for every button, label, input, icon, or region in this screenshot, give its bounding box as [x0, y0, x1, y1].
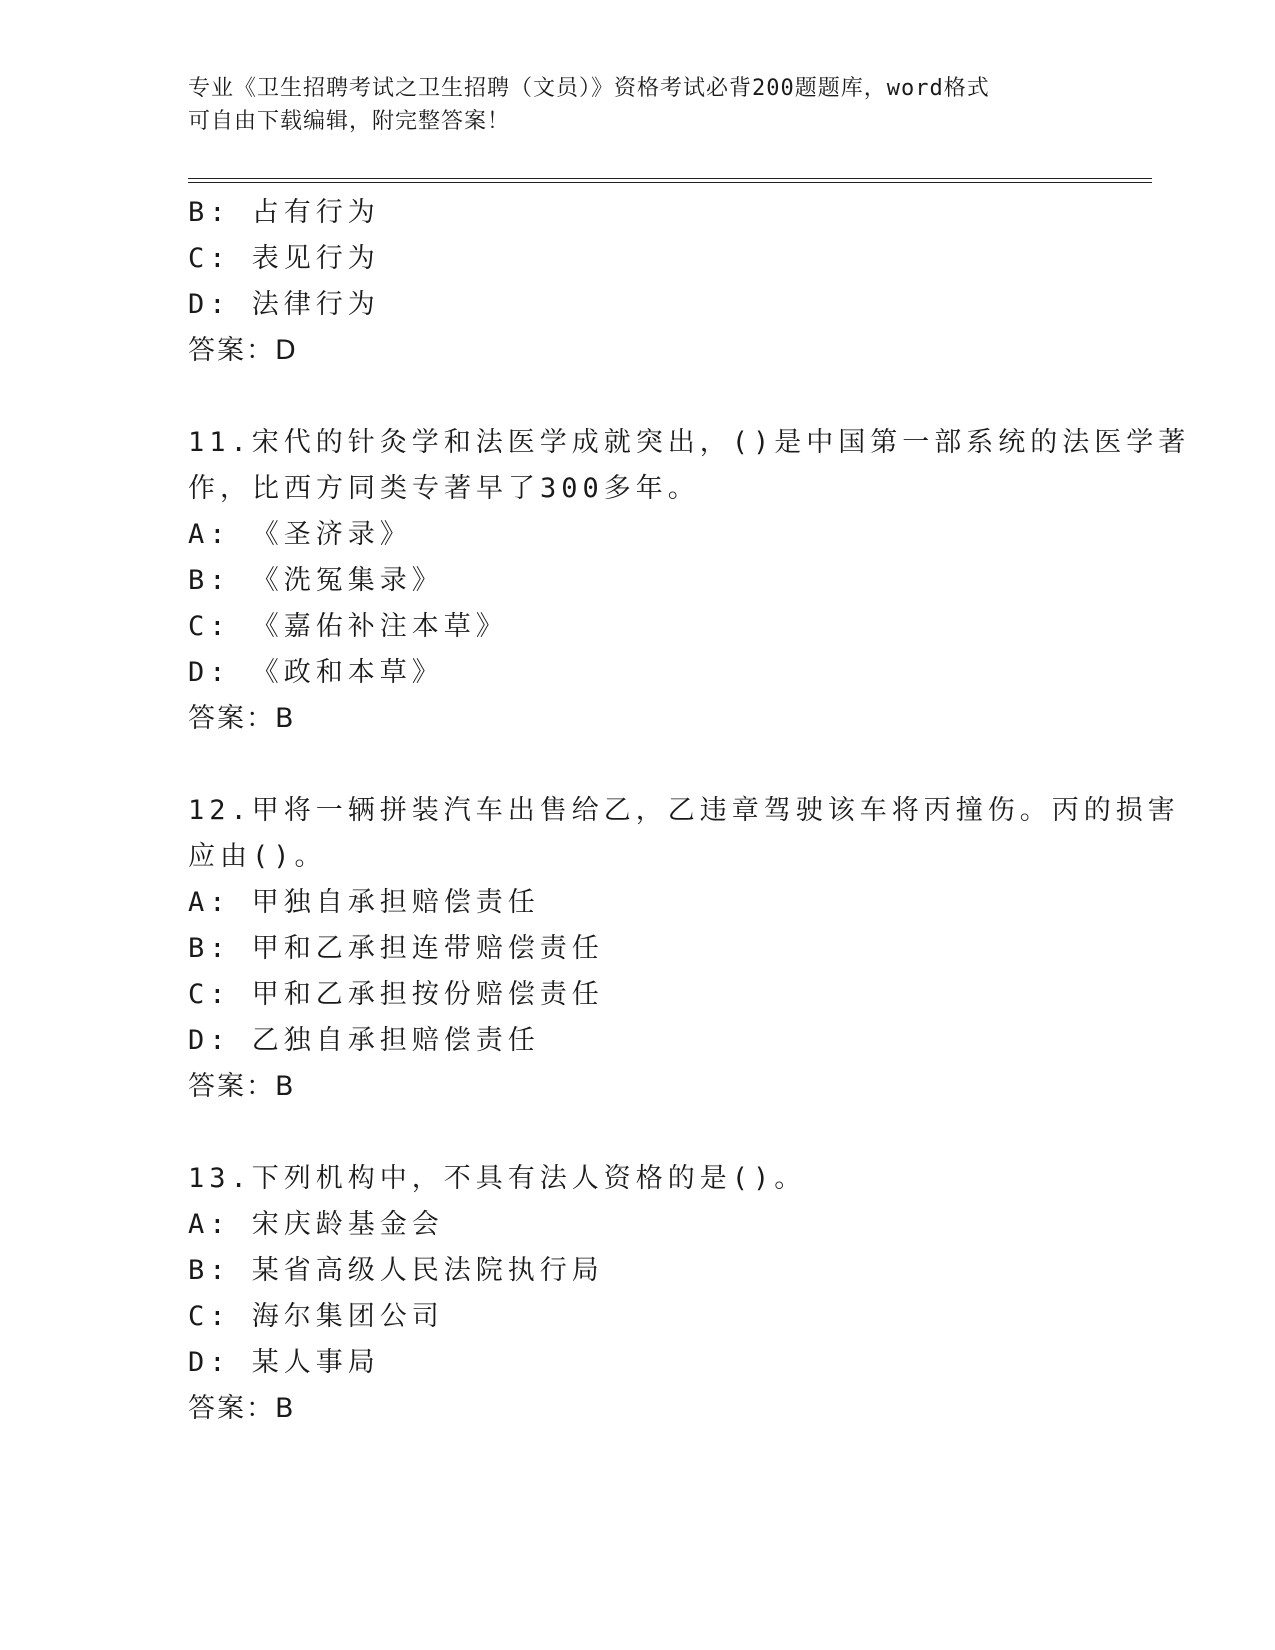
option-b: B: 占有行为: [188, 197, 380, 228]
question-list: [188, 190, 1191, 1432]
document-header: [188, 72, 1088, 138]
question-stem: 12.甲将一辆拼装汽车出售给乙，乙违章驾驶该车将丙撞伤。丙的损害: [188, 795, 1180, 826]
question-stem-cont: 作，比西方同类专著早了300多年。: [188, 473, 700, 504]
question-stem: 11.宋代的针灸学和法医学成就突出，()是中国第一部系统的法医学著: [188, 427, 1191, 458]
option-d: D: 乙独自承担赔偿责任: [188, 1025, 540, 1056]
header-divider-top: [188, 178, 1152, 179]
header-line-2: 可自由下载编辑，附完整答案！: [188, 109, 511, 134]
option-b: B: 某省高级人民法院执行局: [188, 1255, 604, 1286]
option-d: D: 法律行为: [188, 289, 380, 320]
option-d: D: 某人事局: [188, 1347, 380, 1378]
option-b: B: 《洗冤集录》: [188, 565, 444, 596]
option-a: A: 甲独自承担赔偿责任: [188, 887, 540, 918]
answer-line: 答案：B: [188, 1071, 296, 1102]
option-c: C: 海尔集团公司: [188, 1301, 444, 1332]
header-line-1: 专业《卫生招聘考试之卫生招聘（文员）》资格考试必背200题题库，word格式: [188, 76, 990, 101]
prev-question: [188, 190, 1088, 374]
option-c: C: 表见行为: [188, 243, 380, 274]
header-divider-bottom: [188, 182, 1152, 183]
option-d: D: 《政和本草》: [188, 657, 444, 688]
answer-line: 答案：B: [188, 703, 296, 734]
question-11: [188, 420, 1191, 742]
answer-line: 答案：D: [188, 335, 298, 366]
answer-line: 答案：B: [188, 1393, 296, 1424]
question-13: [188, 1156, 1088, 1432]
option-b: B: 甲和乙承担连带赔偿责任: [188, 933, 604, 964]
question-12: [188, 788, 1180, 1110]
option-a: A: 《圣济录》: [188, 519, 412, 550]
option-c: C: 甲和乙承担按份赔偿责任: [188, 979, 604, 1010]
option-c: C: 《嘉佑补注本草》: [188, 611, 508, 642]
question-stem-cont: 应由()。: [188, 841, 327, 872]
option-a: A: 宋庆龄基金会: [188, 1209, 444, 1240]
question-stem: 13.下列机构中，不具有法人资格的是()。: [188, 1163, 807, 1194]
